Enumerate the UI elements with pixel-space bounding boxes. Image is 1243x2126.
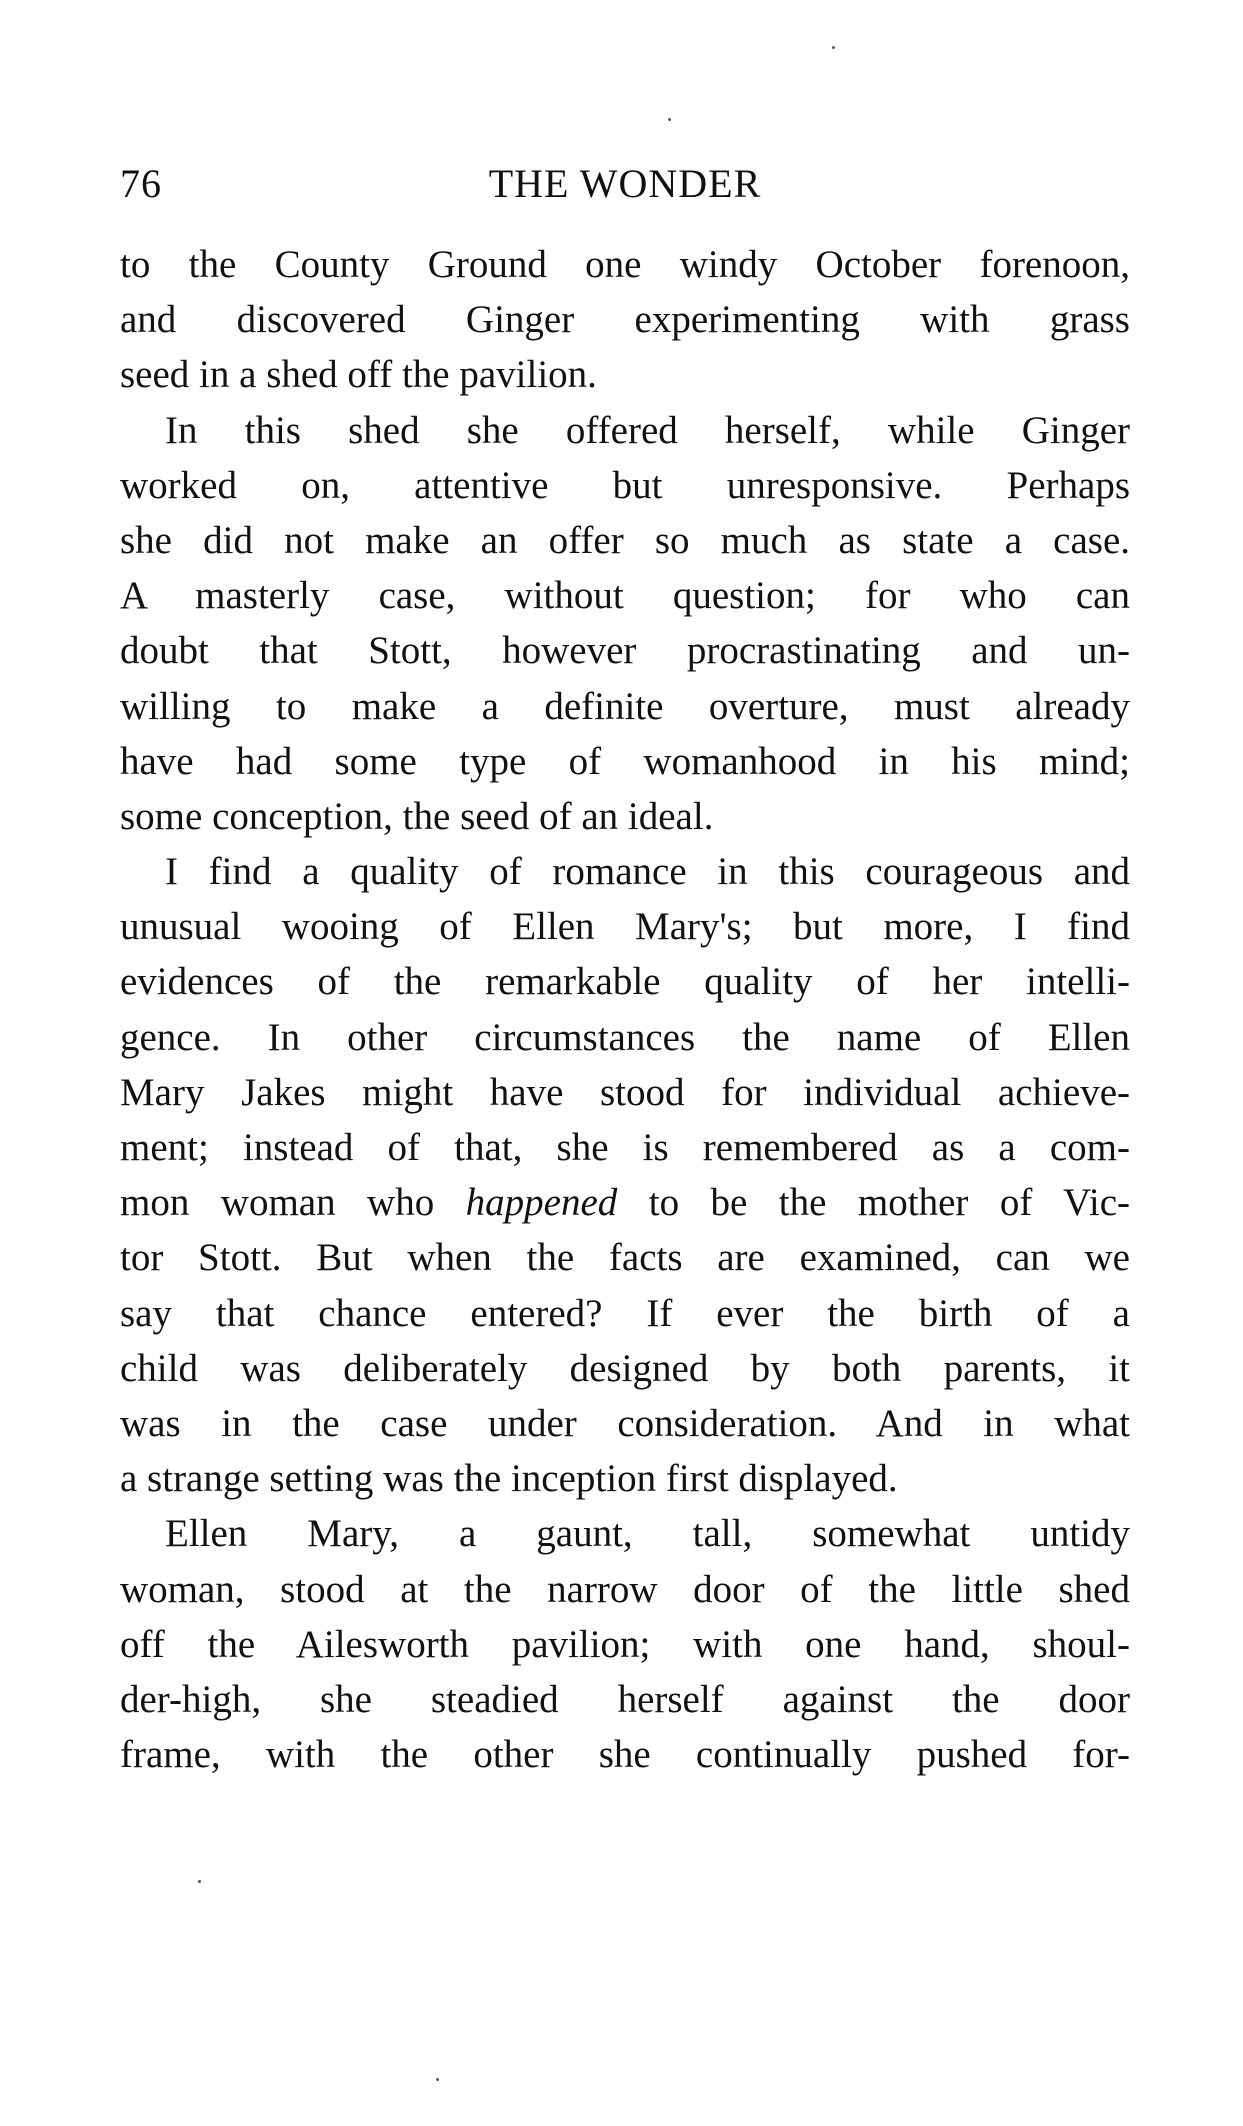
text-line: evidences of the remarkable quality of her intelli-: [120, 960, 1130, 1004]
text-line: and discovered Ginger experimenting with grass: [120, 298, 1130, 342]
emphasis: happened: [465, 1181, 618, 1225]
text-line: seed in a shed off the pavilion.: [120, 353, 597, 397]
text-line: A masterly case, without question; for who can: [120, 574, 1130, 618]
text-line: tor Stott. But when the facts are examined, can we: [120, 1236, 1130, 1280]
text-line: Mary Jakes might have stood for individual achieve-: [120, 1070, 1130, 1114]
text-line: In this shed she offered herself, while Ginger: [165, 408, 1130, 452]
text-line: worked on, attentive but unresponsive. Perhaps: [120, 463, 1130, 507]
print-speck: [436, 2078, 439, 2081]
text-line: frame, with the other she continually pushed for-: [120, 1733, 1130, 1777]
body-text: [120, 237, 1130, 1782]
text-line: der-high, she steadied herself against the door: [120, 1677, 1130, 1721]
page-number: 76: [120, 161, 162, 206]
text-line: have had some type of womanhood in his mind;: [120, 739, 1130, 783]
print-speck: [198, 1880, 201, 1883]
text-line: ment; instead of that, she is remembered as a com-: [120, 1126, 1130, 1169]
text-line: I find a quality of romance in this courageous and: [165, 850, 1130, 894]
text-line: was in the case under consideration. And in what: [120, 1401, 1130, 1445]
text-line: willing to make a definite overture, must already: [120, 684, 1130, 728]
print-speck: [668, 118, 671, 121]
text-line: child was deliberately designed by both parents, it: [120, 1346, 1130, 1390]
text-line: to the County Ground one windy October forenoon,: [120, 243, 1130, 286]
text-line: gence. In other circumstances the name of Ellen: [120, 1015, 1130, 1059]
running-header: [120, 160, 1130, 220]
text-line: doubt that Stott, however procrastinating and un-: [120, 629, 1130, 673]
text-line: mon woman who happened to be the mother of Vic-: [120, 1181, 1131, 1225]
text-line: Ellen Mary, a gaunt, tall, somewhat untidy: [165, 1512, 1130, 1556]
print-speck: [832, 46, 835, 49]
text-line: a strange setting was the inception first displayed.: [120, 1457, 898, 1501]
text-line: off the Ailesworth pavilion; with one hand, shoul-: [120, 1622, 1130, 1666]
text-line: say that chance entered? If ever the birth of a: [120, 1291, 1130, 1335]
text-line: unusual wooing of Ellen Mary's; but more, I find: [120, 905, 1130, 949]
text-line: she did not make an offer so much as state a case.: [120, 518, 1130, 562]
text-line: some conception, the seed of an ideal.: [120, 794, 714, 838]
running-title: THE WONDER: [488, 161, 762, 206]
text-line: woman, stood at the narrow door of the little shed: [120, 1567, 1130, 1611]
